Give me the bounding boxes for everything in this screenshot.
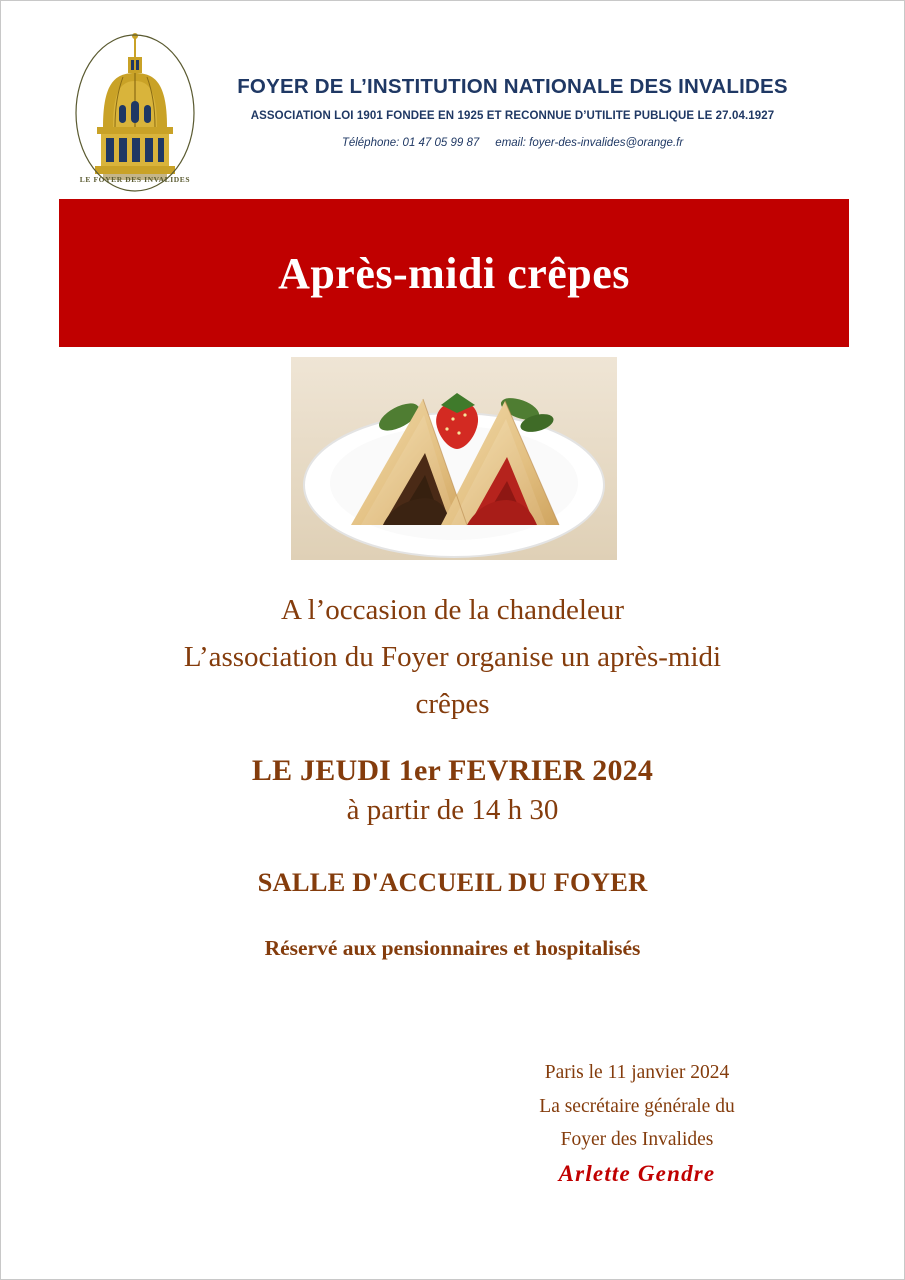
- intro-text: [81, 587, 824, 728]
- signature-location-date: Paris le 11 janvier 2024: [544, 1062, 730, 1083]
- intro-line-1: A l’occasion de la chandeleur: [280, 594, 624, 626]
- event-time: à partir de 14 h 30: [346, 793, 559, 826]
- event-date: LE JEUDI 1er FEVRIER 2024: [251, 753, 654, 787]
- contact-line: [201, 137, 824, 149]
- intro-line-3: crêpes: [415, 687, 490, 720]
- email-text[interactable]: email: foyer-des-invalides@orange.fr: [495, 137, 684, 149]
- signature-role-line-1: La secrétaire générale du: [539, 1095, 735, 1117]
- organization-block: [201, 75, 824, 149]
- intro-line-2: L’association du Foyer organise un après-midi: [183, 640, 722, 673]
- crepes-photo: [291, 357, 617, 560]
- event-location: SALLE D'ACCUEIL DU FOYER: [257, 866, 648, 897]
- page-title: Après-midi crêpes: [278, 248, 630, 298]
- document-header: [1, 25, 904, 195]
- event-audience-note: Réservé aux pensionnaires et hospitalisés: [264, 935, 641, 960]
- organization-subtitle: ASSOCIATION LOI 1901 FONDEE EN 1925 ET RECONNUE D’UTILITE PUBLIQUE LE 27.04.1927: [250, 110, 775, 122]
- signature-role-line-2: Foyer des Invalides: [560, 1129, 714, 1151]
- title-banner: [59, 199, 849, 347]
- signature-name: Arlette Gendre: [558, 1160, 716, 1186]
- poster-body: [81, 587, 824, 961]
- signature-block: [472, 1056, 802, 1187]
- organization-title: FOYER DE L’INSTITUTION NATIONALE DES INVALIDES: [237, 75, 788, 98]
- phone-text: Téléphone: 01 47 05 99 87: [341, 137, 480, 149]
- logo-caption: LE FOYER DES INVALIDES: [79, 175, 191, 184]
